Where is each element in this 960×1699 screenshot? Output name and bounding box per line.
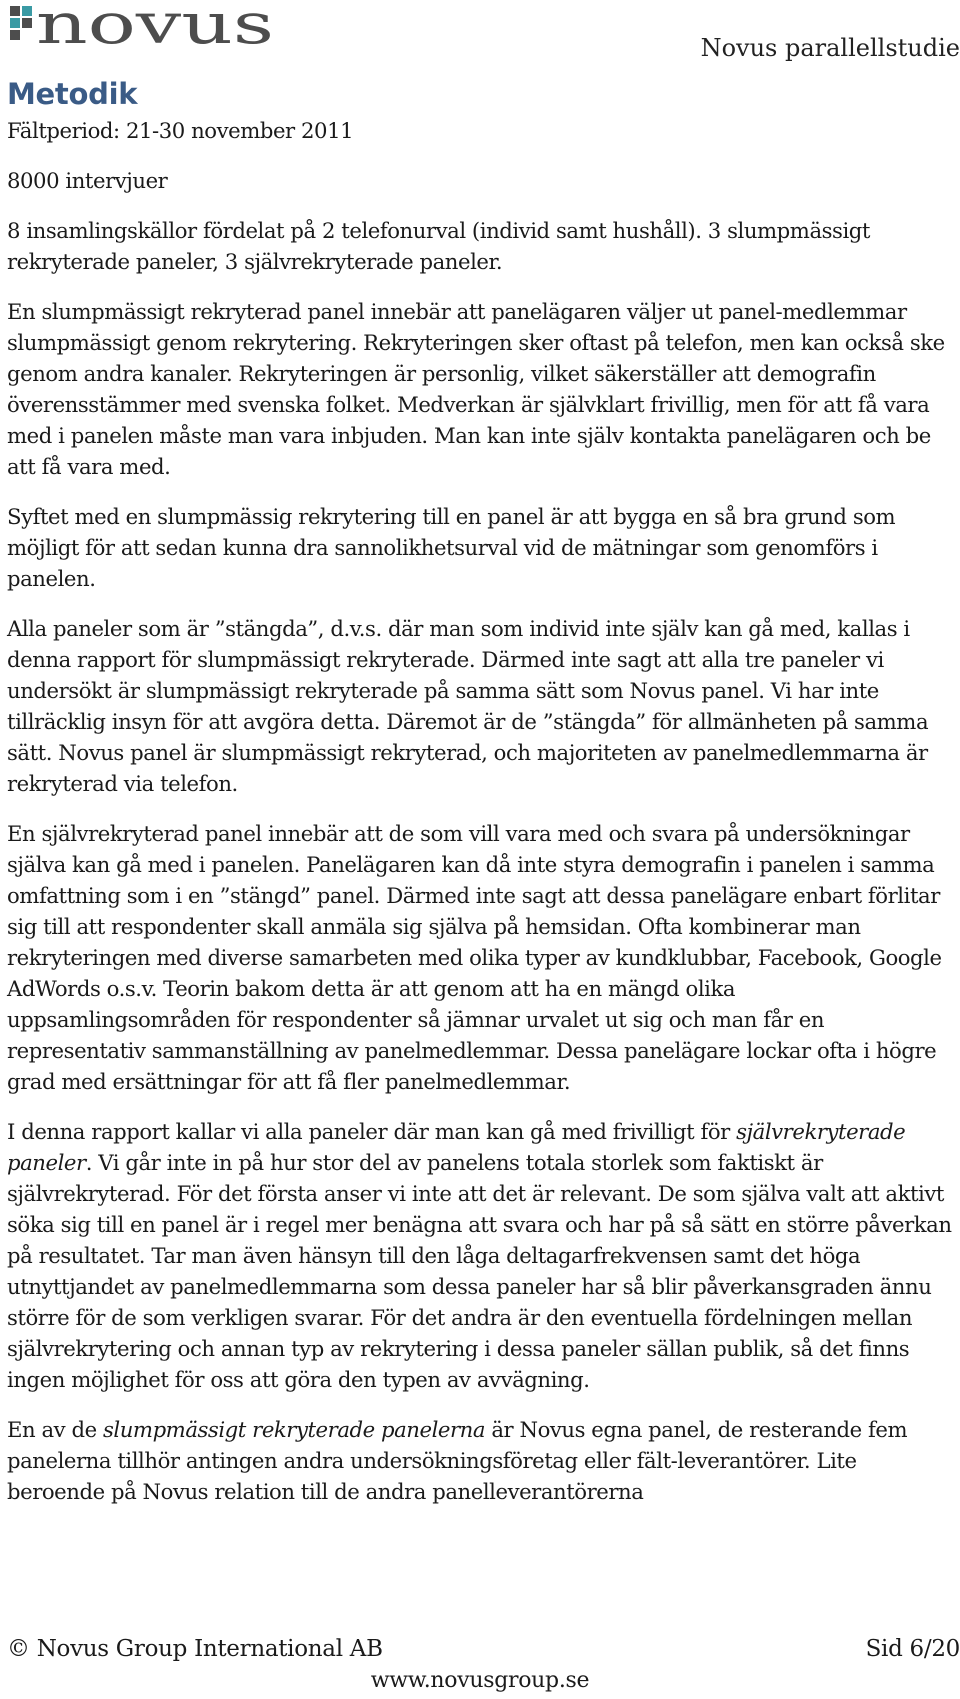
paragraph-self-recruited: En självrekryterad panel innebär att de som vill vara med och svara på undersökningar själva kan gå med i panelen. Panelägaren kan då inte styra demografin i panelen i samma omfattning som i en ”stängd” panel. Därmed inte sagt att dessa panelägare enbart förlitar sig till att respondenter skall anmäla sig själva på hemsidan. Ofta kombinerar man rekryteringen med diverse samarbeten med olika typer av kundklubbar, Facebook, Google AdWords o.s.v. Teorin bakom detta är att genom att ha en mängd olika uppsamlingsområden för respondenter så jämnar urvalet ut sig och man får en representativ sammanställning av panelmedlemmar. Dessa panelägare lockar ofta i högre grad med ersättningar för att få fler panelmedlemmar. — [7, 821, 942, 1094]
paragraph-report-definition — [7, 1116, 959, 1395]
paragraph-novus-panel — [7, 1414, 959, 1507]
emphasis-term: slumpmässigt rekryterade panelerna — [102, 1417, 486, 1442]
footer-page-number: Sid 6/20 — [865, 1636, 960, 1662]
logo-square-teal-2 — [10, 18, 20, 28]
logo-square-dark-3 — [10, 30, 20, 40]
paragraph-random-panel: En slumpmässigt rekryterad panel innebär att panelägaren väljer ut panel-medlemmar slumpmässigt genom rekrytering. Rekryteringen sker oftast på telefon, men kan också ske genom andra kanaler. Rekryteringen är personlig, vilket säkerställer att demografin överensstämmer med svenska folket. Medverkan är självklart frivillig, men för att få vara med i panelen måste man vara inbjuden. Man kan inte själv kontakta panelägaren och be att få vara med. — [7, 299, 945, 479]
logo-square-dark-1 — [10, 6, 20, 16]
paragraph-closed-panels: Alla paneler som är ”stängda”, d.v.s. där man som individ inte själv kan gå med, kallas i denna rapport för slumpmässigt rekryterade. Därmed inte sagt att alla tre paneler vi undersökt är slumpmässigt rekryterade på samma sätt som Novus panel. Vi har inte tillräcklig insyn för att avgöra detta. Däremot är de ”stängda” för allmänheten på samma sätt. Novus panel är slumpmässigt rekryterad, och majoriteten av panelmedlemmarna är rekryterad via telefon. — [7, 616, 929, 796]
text-segment: är Novus egna panel, de resterande fem panelerna tillhör antingen andra undersökningsföretag eller fält-leverantörer. Lite beroende på Novus relation till de andra panelleverantörerna — [7, 1417, 908, 1504]
novus-logo — [10, 4, 282, 48]
text-segment: I denna rapport kallar vi alla paneler där man kan gå med frivilligt för — [7, 1119, 737, 1144]
text-segment: . Vi går inte in på hur stor del av panelens totala storlek som faktiskt är självrekryterad. För det första anser vi inte att det är relevant. De som själva valt att aktivt söka sig till en panel är i regel mer benägna att svara och har på så sätt en större påverkan på resultatet. Tar man även hänsyn till den låga deltagarfrekvensen samt det höga utnyttjandet av panelmedlemmarna som dessa paneler har så blir påverkansgraden ännu större för de som verkligen svarar. För det andra är den eventuella fördelningen mellan självrekrytering och annan typ av rekrytering i dessa paneler sällan publik, så det finns ingen möjlighet för oss att göra den typen av avvägning. — [7, 1150, 952, 1392]
interview-count: 8000 intervjuer — [7, 168, 168, 193]
section-heading: Metodik — [7, 77, 138, 111]
paragraph-purpose: Syftet med en slumpmässig rekrytering till en panel är att bygga en så bra grund som möjligt för att sedan kunna dra sannolikhetsurval vid de mätningar som genomförs i panelen. — [7, 504, 896, 591]
footer-website: www.novusgroup.se — [370, 1668, 590, 1693]
text-segment: En av de — [7, 1417, 103, 1442]
main-content — [7, 77, 959, 1507]
emphasis-term: självrekryterade paneler — [7, 1119, 906, 1175]
logo-wordmark: novus — [36, 4, 274, 48]
footer-copyright: © Novus Group International AB — [7, 1636, 383, 1662]
field-period: Fältperiod: 21-30 november 2011 — [7, 118, 354, 143]
logo-square-teal-1 — [22, 6, 32, 16]
report-title: Novus parallellstudie — [700, 34, 960, 62]
paragraph-sources: 8 insamlingskällor fördelat på 2 telefonurval (individ samt hushåll). 3 slumpmässigt rekryterade paneler, 3 självrekryterade paneler. — [7, 218, 870, 274]
logo-square-dark-2 — [22, 18, 32, 28]
